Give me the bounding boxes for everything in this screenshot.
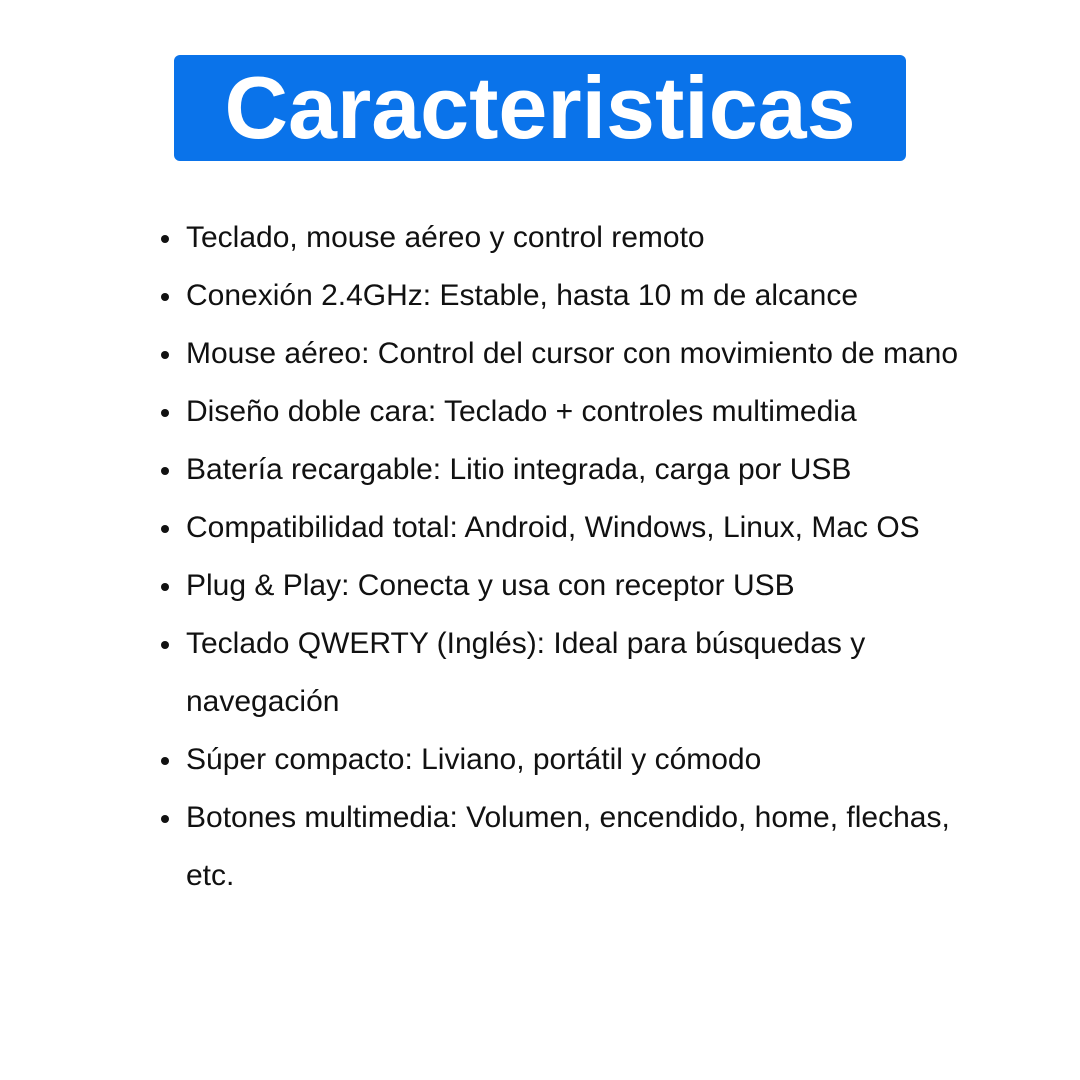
feature-item: [156, 557, 976, 615]
bullet-icon: [161, 757, 169, 765]
feature-item: [156, 267, 976, 325]
feature-text: Botones multimedia: Volumen, encendido, home, flechas, etc.: [186, 801, 950, 892]
features-list: [156, 209, 976, 905]
feature-item: [156, 209, 976, 267]
feature-text: Mouse aéreo: Control del cursor con movimiento de mano: [186, 337, 959, 370]
feature-text: Compatibilidad total: Android, Windows, Linux, Mac OS: [186, 511, 920, 544]
feature-item: [156, 325, 976, 383]
feature-text: Batería recargable: Litio integrada, carga por USB: [186, 453, 852, 486]
bullet-icon: [161, 467, 169, 475]
page-title: Caracteristicas: [224, 58, 856, 157]
feature-text: Teclado, mouse aéreo y control remoto: [186, 221, 705, 254]
feature-item: [156, 615, 976, 731]
bullet-icon: [161, 583, 169, 591]
feature-item: [156, 441, 976, 499]
feature-text: Súper compacto: Liviano, portátil y cómodo: [186, 743, 762, 776]
bullet-icon: [161, 235, 169, 243]
bullet-icon: [161, 815, 169, 823]
bullet-icon: [161, 641, 169, 649]
bullet-icon: [161, 525, 169, 533]
bullet-icon: [161, 409, 169, 417]
feature-item: [156, 499, 976, 557]
feature-text: Conexión 2.4GHz: Estable, hasta 10 m de alcance: [186, 279, 859, 312]
feature-text: Plug & Play: Conecta y usa con receptor USB: [186, 569, 795, 602]
feature-item: [156, 731, 976, 789]
bullet-icon: [161, 351, 169, 359]
feature-text: Teclado QWERTY (Inglés): Ideal para búsquedas y navegación: [186, 627, 866, 718]
feature-text: Diseño doble cara: Teclado + controles multimedia: [186, 395, 857, 428]
feature-item: [156, 789, 976, 905]
title-banner: [174, 55, 906, 161]
bullet-icon: [161, 293, 169, 301]
feature-item: [156, 383, 976, 441]
